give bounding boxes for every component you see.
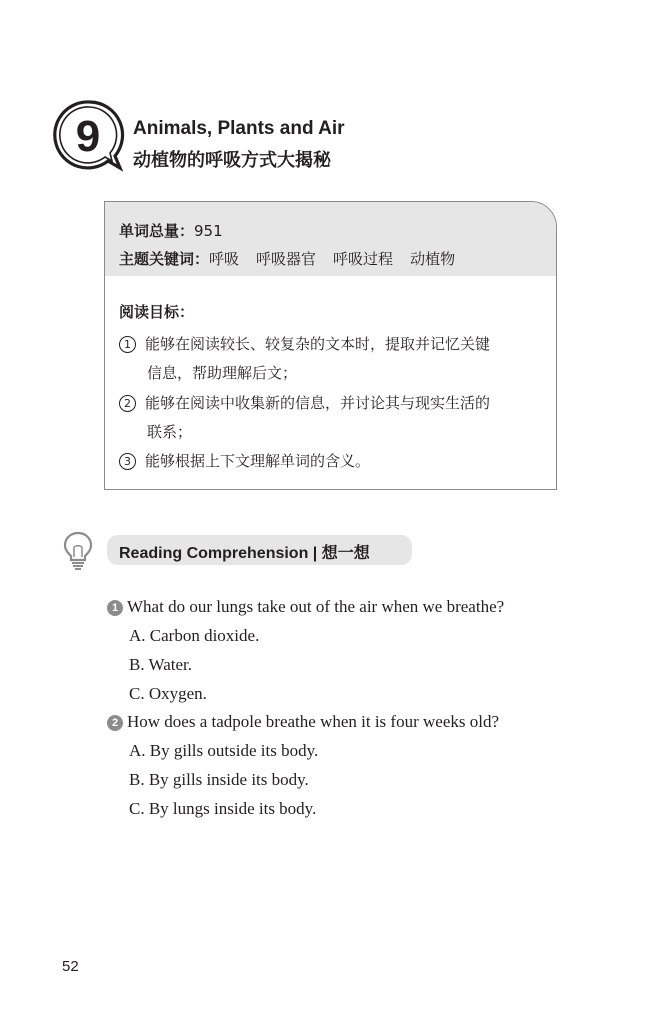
section-header-label: Reading Comprehension | 想一想: [119, 545, 370, 562]
answer-option: B. By gills inside its body.: [129, 770, 309, 789]
goal-text-continued: 信息，帮助理解后文；: [147, 364, 298, 382]
keyword: 呼吸: [209, 250, 240, 268]
goal-item: [119, 389, 544, 441]
goal-text: 能够在阅读中收集新的信息，并讨论其与现实生活的: [145, 394, 491, 412]
goal-number: 3: [119, 453, 136, 470]
keyword: 呼吸过程: [333, 250, 394, 268]
keyword: 呼吸器官: [256, 250, 317, 268]
chapter-title-english: Animals, Plants and Air: [133, 118, 345, 139]
question-text: How does a tadpole breathe when it is four weeks old?: [127, 712, 499, 731]
question: [107, 597, 504, 617]
speech-bubble-icon: [52, 98, 128, 174]
question-number: 2: [107, 715, 123, 731]
answer-option: C. Oxygen.: [129, 684, 207, 703]
keywords-label: 主题关键词：: [119, 250, 210, 268]
chapter-title-chinese: 动植物的呼吸方式大揭秘: [133, 150, 331, 171]
goal-number: 1: [119, 336, 136, 353]
goal-item: [119, 330, 544, 382]
goal-text: 能够根据上下文理解单词的含义。: [145, 452, 371, 470]
answer-option: C. By lungs inside its body.: [129, 799, 317, 818]
chapter-number: 9: [75, 112, 101, 161]
question-number: 1: [107, 600, 123, 616]
reading-info-box: [104, 201, 557, 490]
lightbulb-icon: [62, 530, 94, 570]
keyword: 动植物: [410, 250, 456, 268]
page-number: 52: [62, 958, 79, 975]
answer-option: B. Water.: [129, 655, 193, 674]
goal-text: 能够在阅读较长、较复杂的文本时，提取并记忆关键: [145, 335, 491, 353]
goal-number: 2: [119, 395, 136, 412]
keywords-line: [119, 248, 472, 269]
word-count-value: 951: [194, 222, 223, 240]
question: [107, 712, 499, 732]
chapter-number-badge: [52, 98, 128, 174]
word-count-label: 单词总量：: [119, 222, 195, 240]
goals-title: 阅读目标：: [119, 303, 195, 321]
goal-text-continued: 联系；: [147, 423, 193, 441]
answer-option: A. By gills outside its body.: [129, 741, 319, 760]
goal-item: [119, 447, 544, 476]
answer-option: A. Carbon dioxide.: [129, 626, 260, 645]
question-text: What do our lungs take out of the air when we breathe?: [127, 597, 505, 616]
word-count-line: [119, 220, 223, 241]
